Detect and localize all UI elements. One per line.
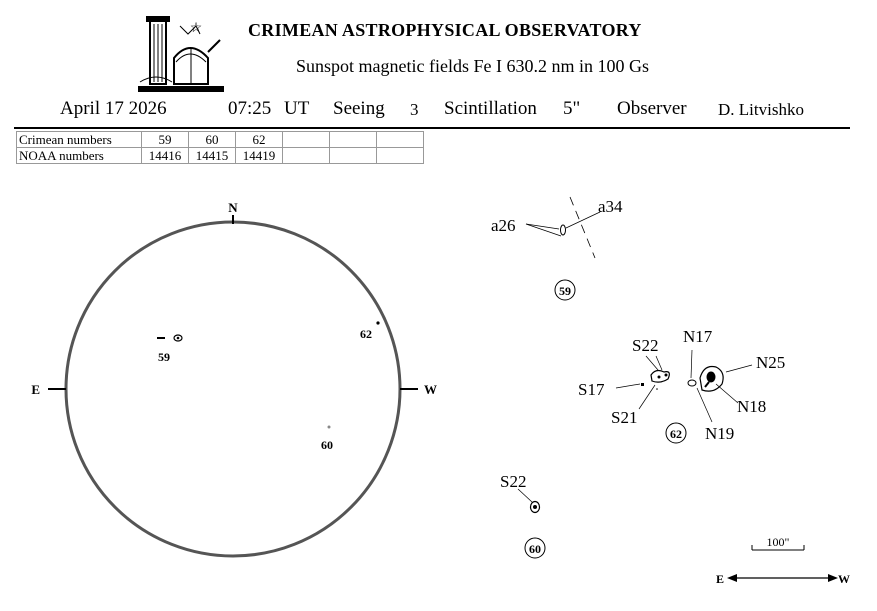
seeing-value: 3 xyxy=(410,100,419,119)
disk-region-59-spots xyxy=(157,335,182,341)
seeing-label: Seeing xyxy=(333,98,385,119)
table-cell: 14416 xyxy=(142,148,189,164)
region-number-60: 60 xyxy=(529,542,541,556)
polarity-label-s17: S17 xyxy=(578,380,605,399)
observation-time: 07:25 xyxy=(228,98,272,119)
compass-east-label: E xyxy=(715,572,725,586)
polarity-label-s21: S21 xyxy=(611,408,638,427)
solar-disk xyxy=(66,222,400,556)
compass-west-label: W xyxy=(838,572,850,586)
observer-name: D. Litvishko xyxy=(718,100,804,119)
polarity-label-n18: N18 xyxy=(737,397,767,416)
scintillation-label: Scintillation xyxy=(444,98,537,119)
disk-region-label: 62 xyxy=(360,327,372,341)
scale-bar-label: 100" xyxy=(766,535,790,549)
disk-region-label: 59 xyxy=(158,350,170,364)
svg-text:☆: ☆ xyxy=(189,21,203,36)
observatory-title: CRIMEAN ASTROPHYSICAL OBSERVATORY xyxy=(248,20,642,40)
polarity-label-s22-region-60: S22 xyxy=(500,472,527,491)
table-cell: 14419 xyxy=(236,148,283,164)
detail-region-60 xyxy=(518,489,540,513)
polarity-label-a26: a26 xyxy=(491,216,516,235)
polarity-label-a34: a34 xyxy=(598,197,623,216)
polarity-label-s22: S22 xyxy=(632,336,659,355)
subtitle: Sunspot magnetic fields Fe I 630.2 nm in 100 Gs xyxy=(296,56,649,76)
north-label: N xyxy=(228,200,238,215)
polarity-label-n25: N25 xyxy=(756,353,786,372)
table-cell: 14415 xyxy=(189,148,236,164)
polarity-label-n19: N19 xyxy=(705,424,735,443)
region-number-59: 59 xyxy=(559,284,571,298)
disk-region-label: 60 xyxy=(321,438,333,452)
table-cell: NOAA numbers xyxy=(17,148,142,164)
east-label: E xyxy=(31,382,40,397)
table-cell: 60 xyxy=(189,132,236,148)
west-label: W xyxy=(424,382,437,397)
region-number-62: 62 xyxy=(670,427,682,441)
table-cell: 62 xyxy=(236,132,283,148)
observation-date: April 17 2026 xyxy=(60,98,167,119)
table-cell: Crimean numbers xyxy=(17,132,142,148)
disk-region-62-spot xyxy=(376,321,379,324)
disk-region-60-spot xyxy=(328,426,331,429)
east-west-arrow xyxy=(727,574,838,582)
detail-region-59 xyxy=(526,197,600,258)
scintillation-value: 5" xyxy=(563,98,581,119)
observer-label: Observer xyxy=(617,98,687,119)
table-cell: 59 xyxy=(142,132,189,148)
time-unit: UT xyxy=(284,98,310,119)
polarity-label-n17: N17 xyxy=(683,327,713,346)
